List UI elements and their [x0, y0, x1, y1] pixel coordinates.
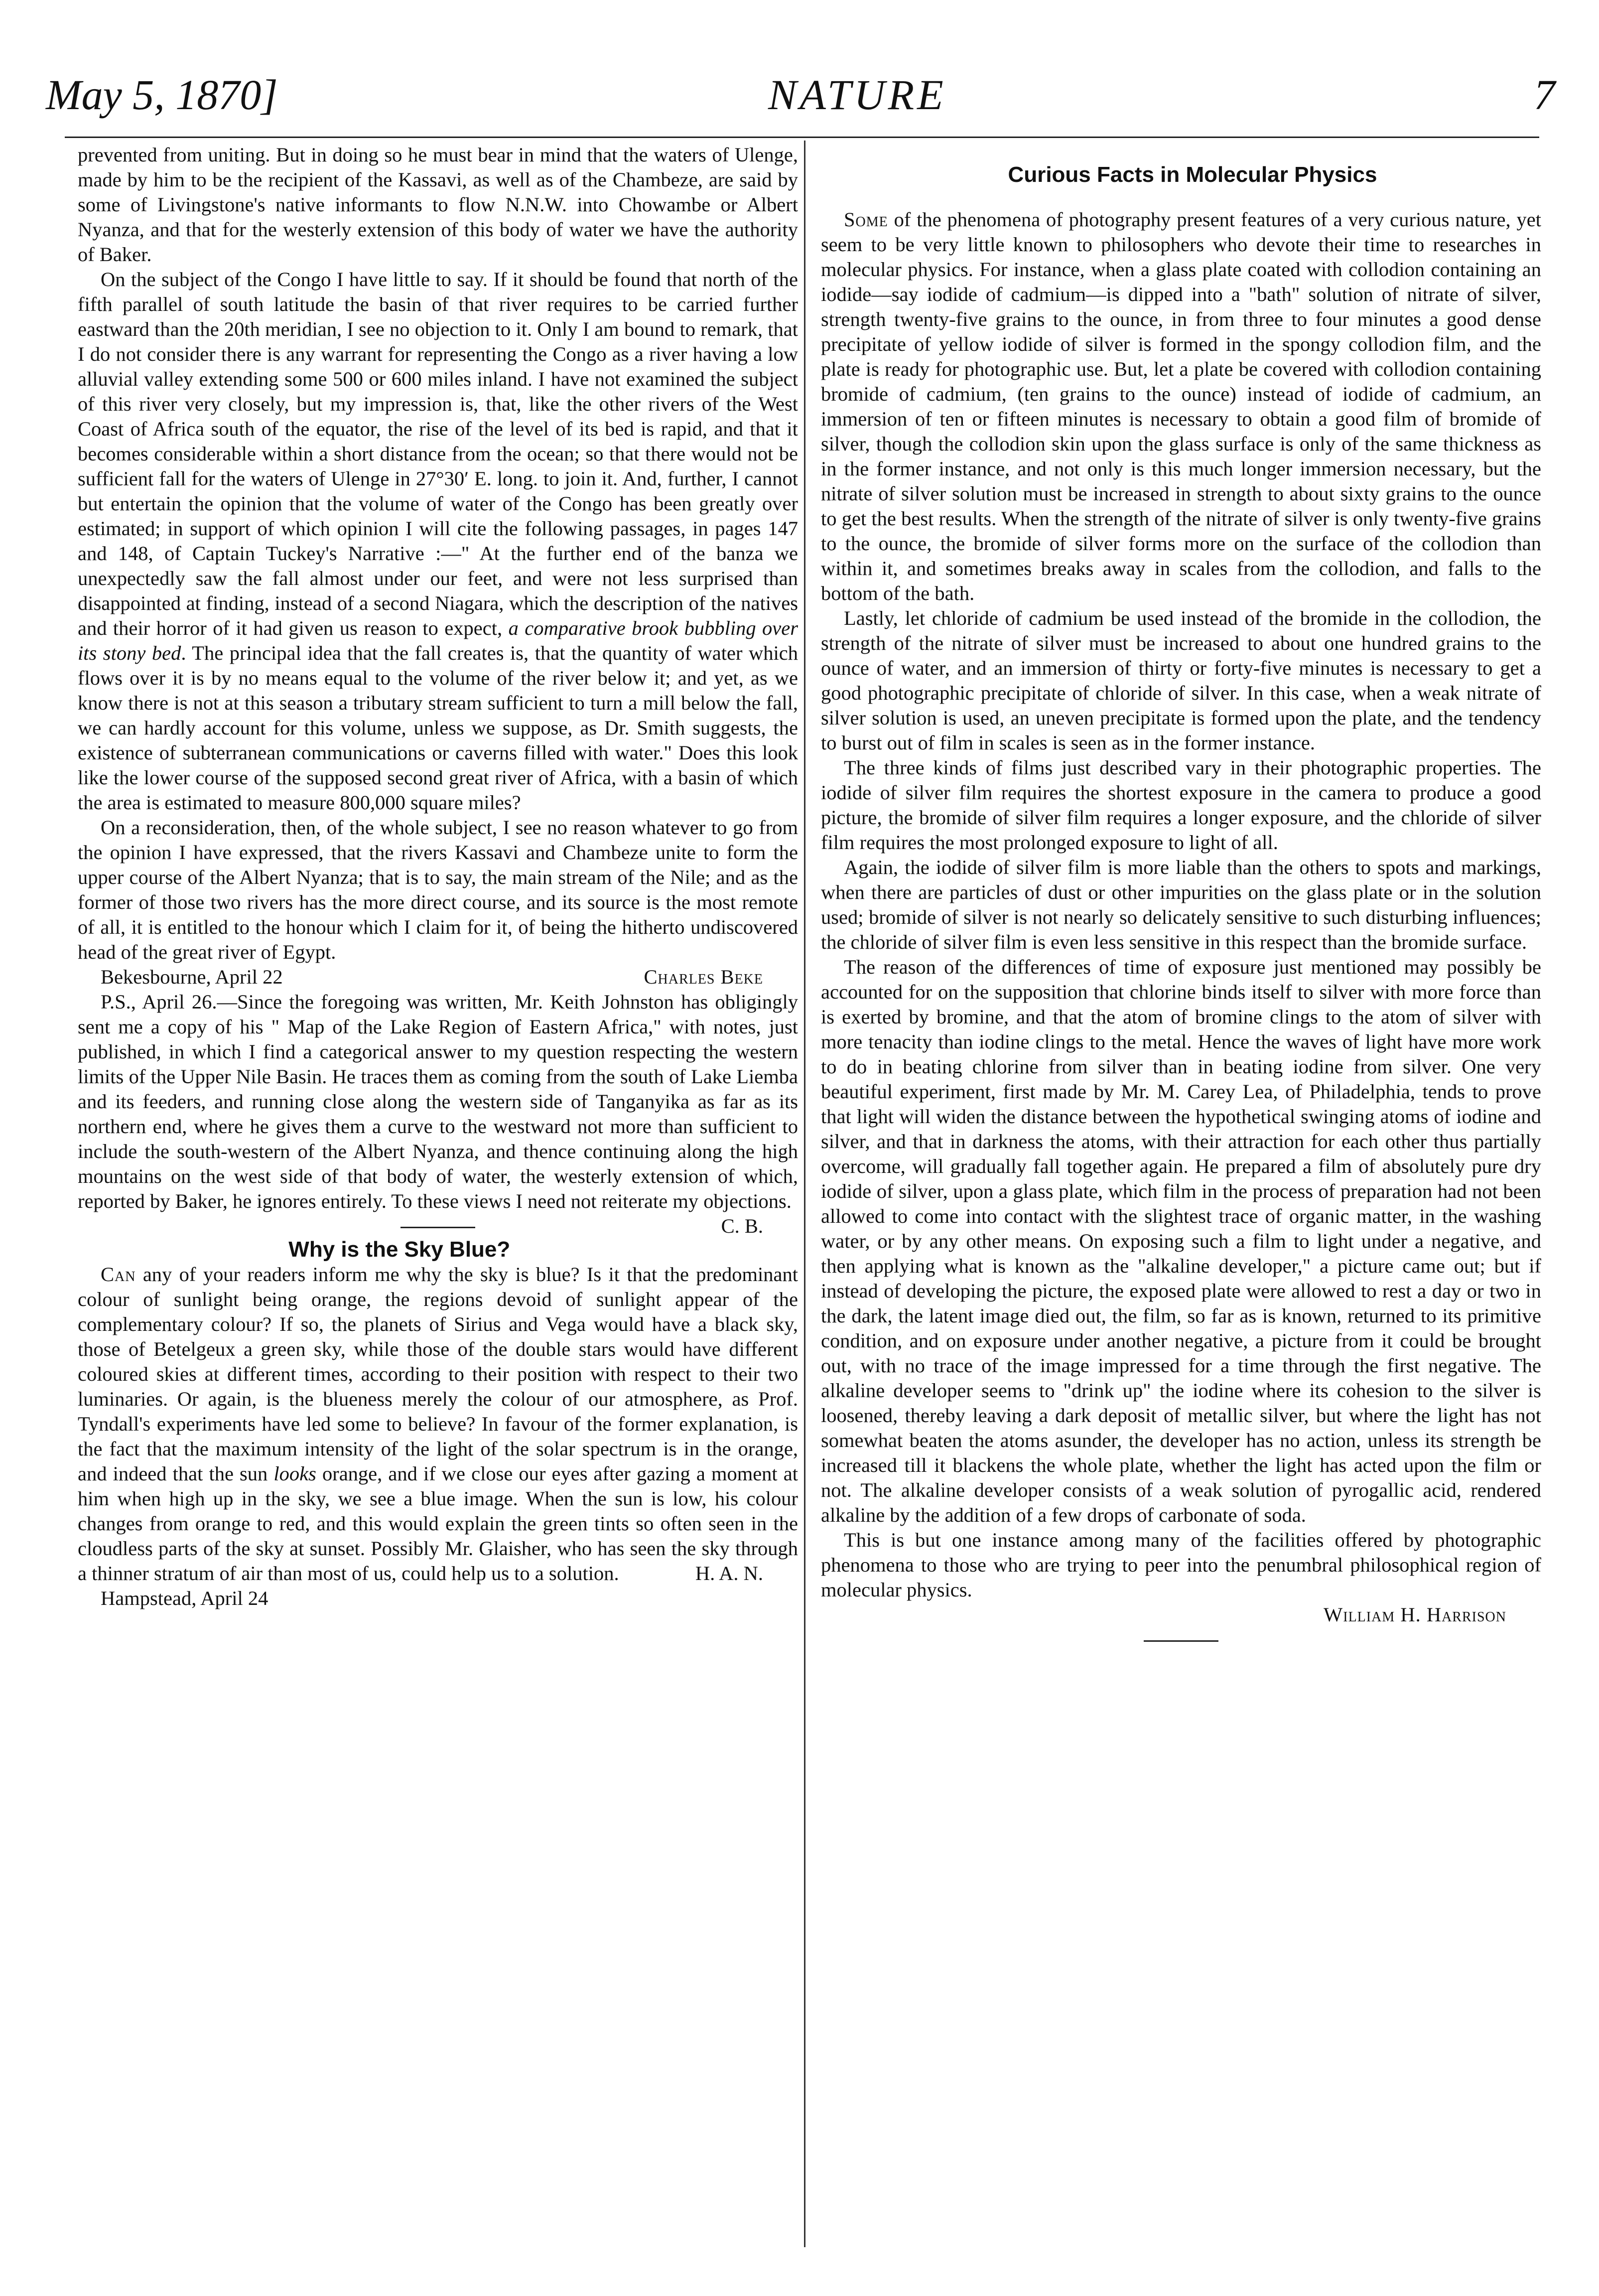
sky-paragraph [78, 1262, 798, 1586]
beke-paragraph-2-continuation: . The principal idea that the fall creates is, that the quantity of water which flows over it is by no means equal to the volume of the river below it; and yet, as we know there is not at this season a tributary stream sufficient to turn a mill below the fall, we can hardly account for this volume, unless we suppose, as Dr. Smith suggests, the existence of subterranean communications or caverns filled with water." Does this look like the lower course of the supposed second great river of Africa, with a basin of which the area is estimated to measure 800,000 square miles? [78, 642, 798, 814]
sky-text-b: orange, and if we close our eyes after gazing a moment at him when high up in the sky, we see a blue image. When the sun is low, his colour changes from orange to red, and this would explain the green tints so often seen in the cloudless parts of the sky at sunset. Possibly Mr. Glaisher, who has seen the sky through a thinner stratum of air than most of us, could help us to a solution. [78, 1462, 798, 1584]
beke-postscript [78, 990, 798, 1237]
issue-date: May 5, 1870] [46, 71, 278, 119]
sky-italic-word: looks [273, 1462, 316, 1485]
beke-author: Charles Beke [644, 966, 763, 988]
beke-paragraph-2 [78, 267, 798, 815]
postscript-initials: C. B. [721, 1215, 763, 1237]
physics-paragraph-2: Lastly, let chloride of cadmium be used instead of the bromide in the collodion, the strength of the nitrate of silver must be increased to about one hundred grains to the ounce of water, and an immersion of thirty or forty-five minutes is necessary to get a good photographic precipitate of chloride of silver. In this case, when a weak nitrate of silver solution is used, an uneven precipitate is formed upon the plate, and the tendency to burst out of film in scales is seen as in the former instance. [821, 607, 1541, 754]
beke-signature-line [78, 965, 798, 990]
physics-author: William H. Harrison [1324, 1603, 1506, 1626]
physics-paragraph-4: Again, the iodide of silver film is more liable than the others to spots and markings, when there are particles of dust or other impurities on the glass plate or in the solution used; bromide of silver is not nearly so delicately sensitive to such disturbing influences; the chloride of silver film is even less sensitive in this respect than the bromide surface. [821, 856, 1541, 953]
physics-paragraph-3: The three kinds of films just described vary in their photographic properties. The iodide of silver film requires the shortest exposure in the camera to produce a good picture, the bromide of silver film requires a longer exposure, and the chloride of silver film requires the most prolonged exposure to light of all. [821, 756, 1541, 854]
beke-paragraph-2-text: On the subject of the Congo I have little to say. If it should be found that north of the fifth parallel of south latitude the basin of that river requires to be carried further eastward than the 20th meridian, I see no objection to it. Only I am bound to remark, that I do not consider there is any warrant for representing the Congo as a river having a low alluvial valley extending some 500 or 600 miles inland. I have not examined the subject of this river very closely, but my impression is, that, like the other rivers of the West Coast of Africa south of the equator, the rise of the level of its bed is rapid, and that it becomes considerable within a short distance from the ocean; so that there would not be sufficient fall for the waters of Ulenge in 27°30′ E. long. to join it. And, further, I cannot but entertain the opinion that the volume of water of the Congo has been greatly over estimated; in support of which opinion I will cite the following passages, in pages 147 and 148, of Captain Tuckey's Narrative :—" At the further end of the banza we unexpectedly saw the fall almost under our feet, and were not less surprised than disappointed at finding, instead of a second Niagara, which the description of the natives and their horror of it had given us reason to expect, [78, 268, 798, 639]
journal-title: NATURE [768, 71, 946, 119]
sky-initials: H. A. N. [695, 1562, 763, 1584]
physics-lead-word: Some [844, 208, 888, 231]
italic-quote: a comparative brook bubbling over its stony bed [78, 617, 798, 664]
physics-paragraph-6: This is but one instance among many of the facilities offered by photographic phenomena to those who are trying to peer into the penumbral philosophical region of molecular physics. [821, 1529, 1541, 1601]
beke-place-date: Bekesbourne, April 22 [101, 966, 283, 988]
physics-article-title: Curious Facts in Molecular Physics [1008, 162, 1377, 187]
postscript-text: P.S., April 26.—Since the foregoing was written, Mr. Keith Johnston has obligingly sent me a copy of his " Map of the Lake Region of Eastern Africa," with notes, just published, in which I find a categorical answer to my question respecting the western limits of the Upper Nile Basin. He traces them as coming from the south of Lake Liemba and its feeders, and running close along the western side of Tanganyika as far as its northern end, where he gives them a curve to the westward not more than sufficient to include the south-western of the Albert Nyanza, and thence continuing along the high mountains on the west side of that body of water, the westerly extension of which, reported by Baker, he ignores entirely. To these views I need not reiterate my objections. [78, 991, 798, 1212]
page-number: 7 [1534, 71, 1555, 119]
right-column [821, 143, 1541, 1651]
physics-signature-line [821, 1602, 1541, 1627]
header-rule [65, 137, 1539, 138]
page-header [46, 70, 1555, 140]
section-divider [400, 1227, 475, 1228]
physics-paragraph-5: The reason of the differences of time of exposure just mentioned may possibly be accounted for on the supposition that chlorine binds itself to silver with more force than is exerted by bromine, and that the atom of bromine clings to the atom of silver with more tenacity than iodine clings to the metal. Hence the waves of light have more work to do in beating chlorine from silver than in beating iodine from silver. One very beautiful experiment, first made by Mr. M. Carey Lea, of Philadelphia, tends to prove that light will widen the distance between the hypothetical swinging atoms of iodine and silver, and that in darkness the atoms, with their attraction for each other thus partially overcome, will gradually fall together again. He prepared a film of absolutely pure dry iodide of silver, upon a glass plate, which film in the process of preparation had not been allowed to come into contact with the slightest trace of organic matter, in the washing water, or by any other means. On exposing such a film to light under a negative, and then applying what is known as the "alkaline developer," a picture came out; but if instead of developing the picture, the exposed plate were allowed to rest a day or two in the dark, the latent image died out, the film, so far as is known, returned to its primitive condition, and on exposure under another negative, a picture from it could be brought out, with no trace of the image impressed for a time through the first negative. The alkaline developer seems to "drink up" the iodine where its cohesion to the silver is loosened, thereby leaving a dark deposit of metallic silver, but where the light has not somewhat beaten the atoms asunder, the developer has no action, unless its strength be increased till it blackens the whole plate, whether the light has acted upon the film or not. The alkaline developer consists of a weak solution of pyrogallic acid, rendered alkaline by the addition of a few drops of carbonate of soda. [821, 956, 1541, 1526]
sky-lead-word: Can [101, 1263, 136, 1286]
sky-article-title: Why is the Sky Blue? [288, 1237, 511, 1262]
beke-paragraph-3: On a reconsideration, then, of the whole subject, I see no reason whatever to go from the opinion I have expressed, that the rivers Kassavi and Chambeze unite to form the upper course of the Albert Nyanza; that is to say, the main stream of the Nile; and as the former of those two rivers has the more direct course, and its source is the most remote of all, it is entitled to the honour which I claim for it, of being the hitherto undiscovered head of the great river of Egypt. [78, 816, 798, 963]
column-divider [804, 141, 805, 2247]
physics-paragraph-1 [821, 207, 1541, 606]
beke-paragraph-1: prevented from uniting. But in doing so he must bear in mind that the waters of Ulenge, made by him to be the recipient of the Kassavi, as well as of the Chambeze, are said by some of Livingstone's native informants to flow N.N.W. into Chowambe or Albert Nyanza, and that for the westerly extension of this body of water we have the authority of Baker. [78, 144, 798, 266]
end-divider [1144, 1640, 1218, 1642]
physics-paragraph-1-text: of the phenomena of photography present features of a very curious nature, yet seem to be very little known to philosophers who devote their time to researches in molecular physics. For instance, when a glass plate coated with collodion containing an iodide—say iodide of cadmium—is dipped into a "bath" solution of nitrate of silver, strength twenty-five grains to the ounce, in from three to four minutes a good dense precipitate of yellow iodide of silver is formed in the spongy collodion film, and the plate is ready for photographic use. But, let a plate be covered with collodion containing bromide of cadmium, (ten grains to the ounce) instead of iodide of cadmium, an immersion of ten or fifteen minutes is necessary to obtain a good film of bromide of silver, though the collodion skin upon the glass surface is only of the same thickness as in the former instance, and not only is this much longer immersion necessary, but the nitrate of silver solution must be increased in strength to about sixty grains to the ounce to get the best results. When the strength of the nitrate of silver is only twenty-five grains to the ounce, the bromide of silver forms more on the surface of the collodion than within it, and sometimes breaks away in scales from the collodion, and falls to the bottom of the bath. [821, 208, 1541, 604]
sky-text-a: any of your readers inform me why the sky is blue? Is it that the predominant colour of sunlight being orange, the regions devoid of sunlight appear of the complementary colour? If so, the planets of Sirius and Vega would have a black sky, those of Betelgeux a green sky, while those of the double stars would have different coloured skies at different times, according to their position with respect to their two luminaries. Or again, is the blueness merely the colour of our atmosphere, as Prof. Tyndall's experiments have led some to believe? In favour of the former explanation, is the fact that the maximum intensity of the light of the solar spectrum is in the orange, and indeed that the sun [78, 1263, 798, 1485]
left-column [78, 143, 798, 1611]
sky-place-date: Hampstead, April 24 [101, 1587, 268, 1609]
